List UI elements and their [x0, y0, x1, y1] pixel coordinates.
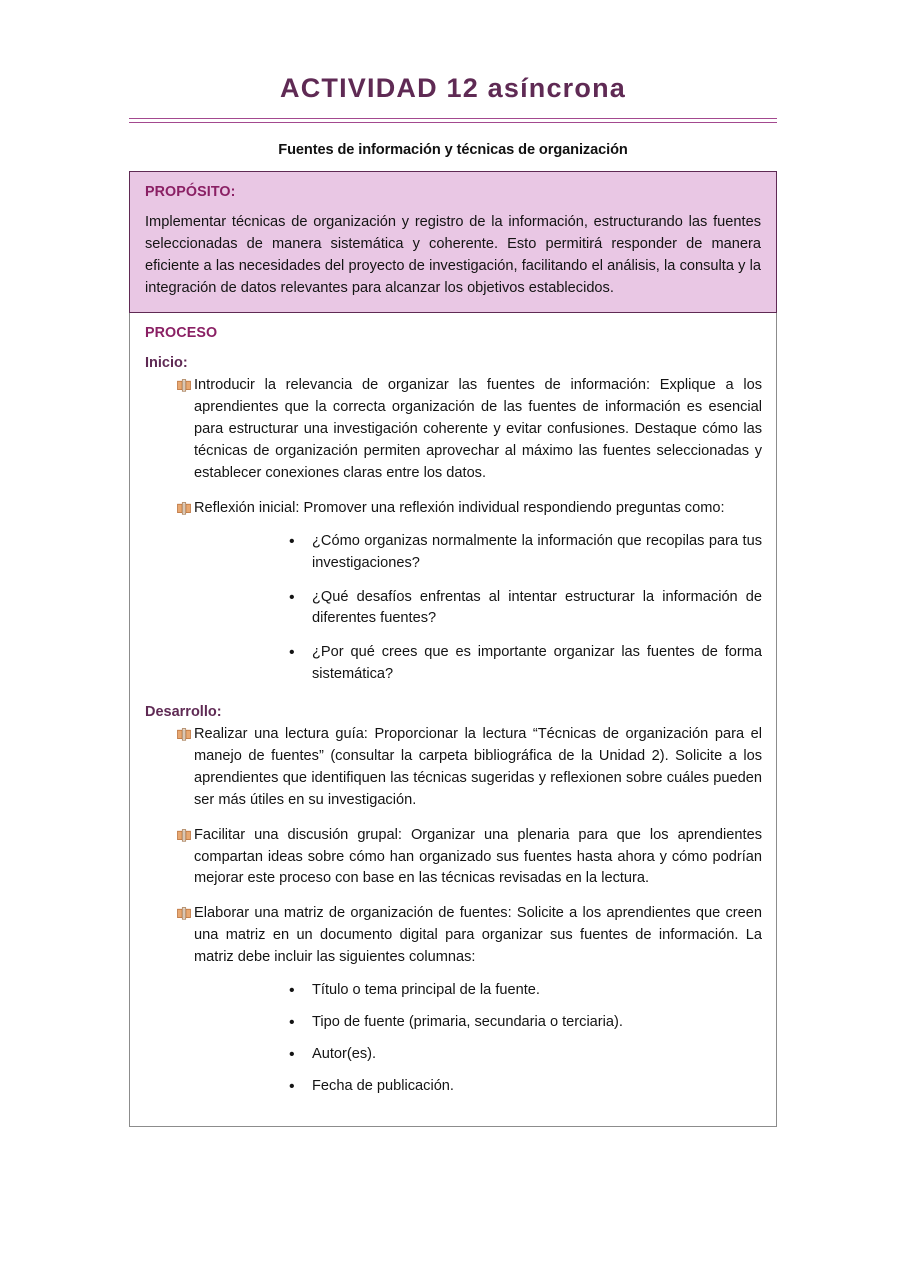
open-book-icon — [177, 907, 191, 920]
list-item — [145, 903, 762, 1097]
process-label: PROCESO — [145, 325, 218, 342]
page-title: ACTIVIDAD 12 asíncrona — [280, 73, 626, 103]
phase-label-inicio: Inicio: — [145, 355, 188, 372]
list-item — [145, 724, 762, 812]
list-item: • Autor(es). — [194, 1044, 762, 1066]
reflection-question-list — [194, 531, 762, 686]
list-item: • Fecha de publicación. — [194, 1076, 762, 1098]
list-item-text: Introducir la relevancia de organizar las fuentes de información: Explique a los aprendientes que la correcta organización de las fuentes de información es esencial para estructurar una investigación coherente y evitar confusiones. Destaque cómo las técnicas de organización permiten aprovechar al máximo las fuentes seleccionadas y establecer conexiones claras entre los datos. — [194, 377, 762, 481]
purpose-section — [129, 171, 777, 314]
open-book-icon — [177, 728, 191, 741]
content-table — [129, 171, 777, 1127]
page-subtitle: Fuentes de información y técnicas de organización — [278, 141, 628, 158]
list-item-text: Realizar una lectura guía: Proporcionar la lectura “Técnicas de organización para el manejo de fuentes” (consultar la carpeta bibliográfica de la Unidad 2). Solicite a los aprendientes que identifiquen las técnicas sugeridas y reflexionen sobre cuáles pueden ser más útiles en su investigación. — [194, 726, 762, 808]
phase-label-desarrollo: Desarrollo: — [145, 704, 222, 721]
list-item: • ¿Cómo organizas normalmente la información que recopilas para tus investigaciones? — [194, 531, 762, 575]
list-item — [145, 825, 762, 891]
open-book-icon — [177, 829, 191, 842]
list-item — [145, 375, 762, 484]
title-divider — [129, 118, 777, 123]
inicio-item-list — [145, 375, 762, 686]
matrix-column-list — [194, 980, 762, 1098]
list-item — [145, 498, 762, 686]
process-section — [129, 313, 777, 1126]
title-block — [0, 0, 906, 104]
list-item: • Tipo de fuente (primaria, secundaria o terciaria). — [194, 1012, 762, 1034]
open-book-icon — [177, 502, 191, 515]
purpose-text: Implementar técnicas de organización y registro de la información, estructurando las fuentes seleccionadas de manera sistemática y coherente. Esto permitirá responder de manera eficiente a las necesidades del proyecto de investigación, facilitando el análisis, la consulta y la integración de datos relevantes para alcanzar los objetivos establecidos. — [145, 213, 761, 297]
open-book-icon — [177, 379, 191, 392]
list-item: • Título o tema principal de la fuente. — [194, 980, 762, 1002]
list-item-text: Reflexión inicial: Promover una reflexión individual respondiendo preguntas como: — [194, 499, 725, 516]
list-item: • ¿Por qué crees que es importante organizar las fuentes de forma sistemática? — [194, 642, 762, 686]
list-item: • ¿Qué desafíos enfrentas al intentar estructurar la información de diferentes fuentes? — [194, 587, 762, 631]
list-item-text: Elaborar una matriz de organización de fuentes: Solicite a los aprendientes que creen una matriz en un documento digital para organizar sus fuentes de información. La matriz debe incluir las siguientes columnas: — [194, 905, 762, 966]
desarrollo-item-list — [145, 724, 762, 1097]
purpose-label: PROPÓSITO: — [145, 183, 236, 200]
list-item-text: Facilitar una discusión grupal: Organizar una plenaria para que los aprendientes compartan ideas sobre cómo han organizado sus fuentes hasta ahora y cómo podrían mejorar este proceso con base en las técnicas revisadas en la lectura. — [194, 826, 762, 887]
